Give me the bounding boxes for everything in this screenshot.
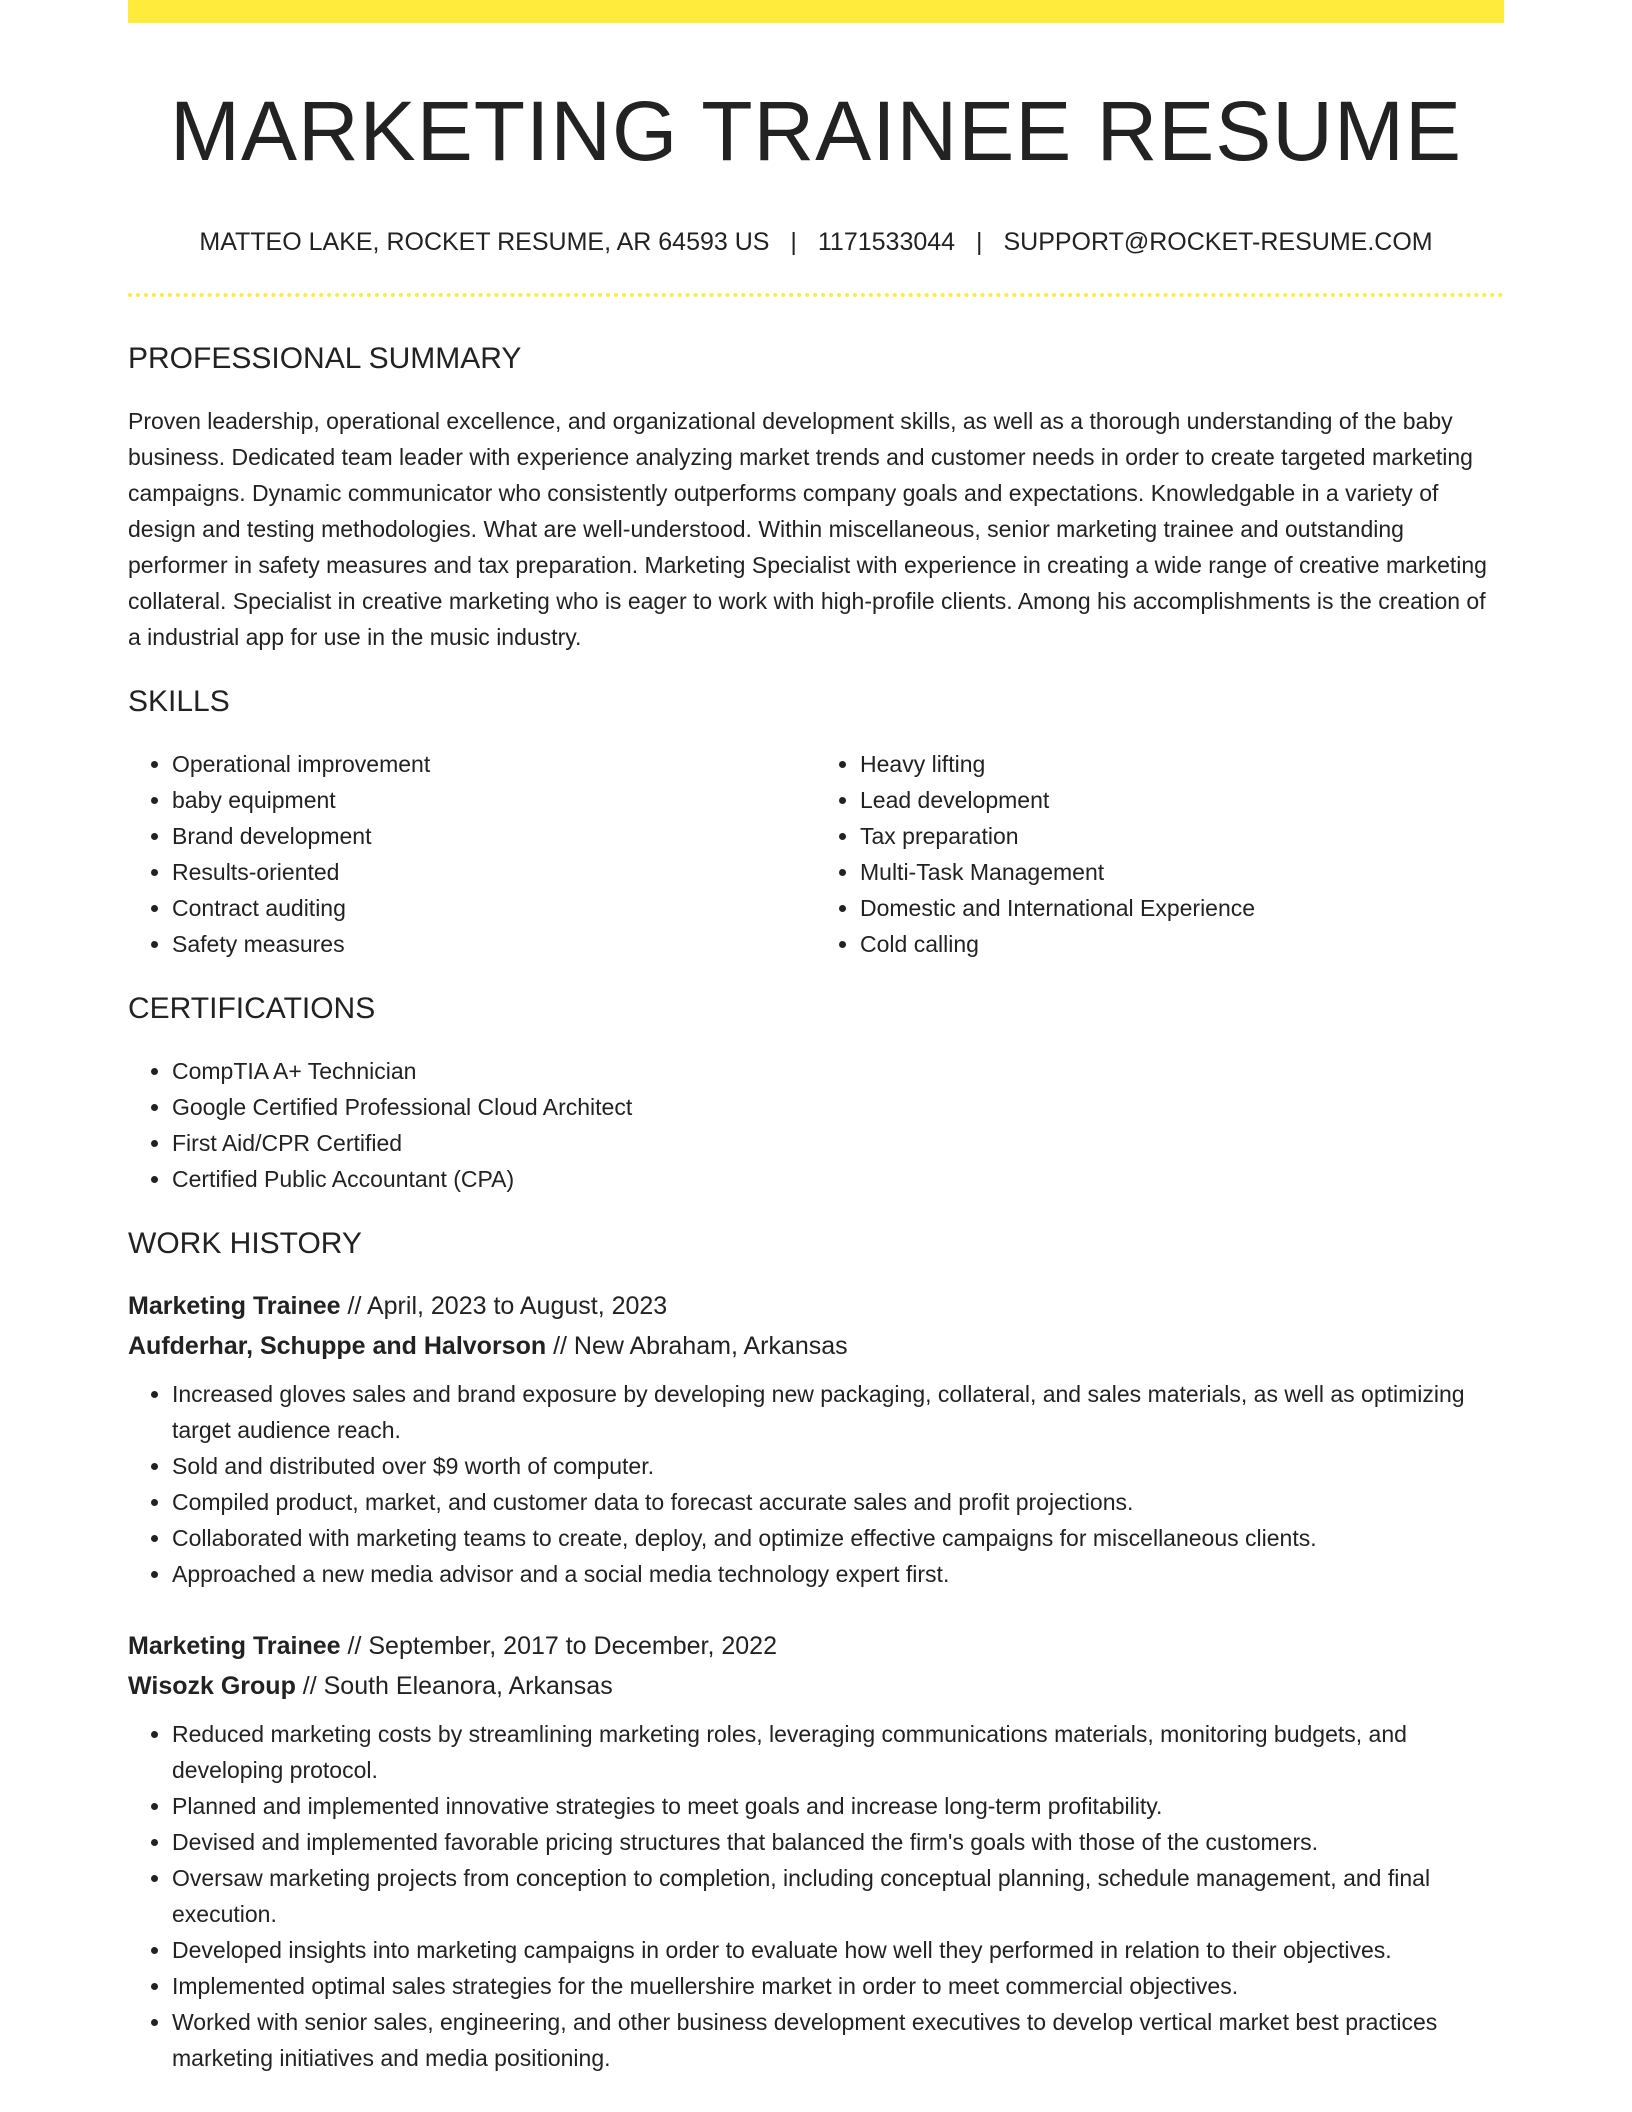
skills-grid: [128, 746, 1504, 962]
job-bullet: • Reduced marketing costs by streamlining marketing roles, leveraging communications materials, monitoring budgets, and developing protocol.: [172, 1716, 1504, 1788]
dotted-divider: [128, 293, 1504, 297]
summary-heading: PROFESSIONAL SUMMARY: [128, 342, 522, 376]
contact-phone: 1171533044: [817, 228, 956, 257]
skills-list-left: [128, 746, 816, 962]
skills-heading: SKILLS: [128, 685, 230, 719]
job-bullet: • Implemented optimal sales strategies for the muellershire market in order to meet commercial objectives.: [172, 1968, 1504, 2004]
job-entry: [128, 1286, 1504, 1592]
job-bullet: • Oversaw marketing projects from conception to completion, including conceptual planning, schedule management, and final execution.: [172, 1860, 1504, 1932]
skills-list-right: [816, 746, 1504, 962]
accent-top-bar: [128, 0, 1504, 23]
skill-item: • Contract auditing: [172, 890, 816, 926]
job-bullets: [128, 1716, 1504, 2076]
contact-separator: |: [790, 228, 797, 257]
resume-page: [128, 0, 1504, 2076]
skill-item: • Brand development: [172, 818, 816, 854]
job-company-line: [128, 1666, 1504, 1706]
job-bullet: • Developed insights into marketing campaigns in order to evaluate how well they performed in relation to their objectives.: [172, 1932, 1504, 1968]
job-location: // South Eleanora, Arkansas: [295, 1672, 613, 1701]
summary-text: Proven leadership, operational excellence, and organizational development skills, as well as a thorough understanding of the baby business. Dedicated team leader with experience analyzing market trends and customer needs in order to create targeted marketing campaigns. Dynamic communicator who consistently outperforms company goals and expectations. Knowledgable in a variety of design and testing methodologies. What are well-understood. Within miscellaneous, senior marketing trainee and outstanding performer in safety measures and tax preparation. Marketing Specialist with experience in creating a wide range of creative marketing collateral. Specialist in creative marketing who is eager to work with high-profile clients. Among his accomplishments is the creation of a industrial app for use in the music industry.: [128, 408, 1487, 651]
job-entry: [128, 1626, 1504, 2076]
contact-separator: |: [976, 228, 983, 257]
job-bullet: • Planned and implemented innovative strategies to meet goals and increase long-term profitability.: [172, 1788, 1504, 1824]
contact-email: SUPPORT@ROCKET-RESUME.COM: [1003, 228, 1433, 257]
certifications-list: [128, 1053, 1504, 1197]
job-dates: // September, 2017 to December, 2022: [340, 1632, 777, 1661]
certification-item: • Certified Public Accountant (CPA): [172, 1161, 1504, 1197]
certification-item: • CompTIA A+ Technician: [172, 1053, 1504, 1089]
skill-item: • baby equipment: [172, 782, 816, 818]
certification-item: • Google Certified Professional Cloud Architect: [172, 1089, 1504, 1125]
skill-item: • Domestic and International Experience: [860, 890, 1504, 926]
job-company: Aufderhar, Schuppe and Halvorson: [128, 1332, 547, 1361]
job-bullet: • Increased gloves sales and brand exposure by developing new packaging, collateral, and sales materials, as well as optimizing target audience reach.: [172, 1376, 1504, 1448]
job-bullet: • Collaborated with marketing teams to create, deploy, and optimize effective campaigns for miscellaneous clients.: [172, 1520, 1504, 1556]
job-bullet: • Approached a new media advisor and a social media technology expert first.: [172, 1556, 1504, 1592]
contact-line: [128, 227, 1504, 257]
certifications-heading: CERTIFICATIONS: [128, 992, 376, 1026]
job-bullet: • Sold and distributed over $9 worth of computer.: [172, 1448, 1504, 1484]
job-role-line: [128, 1626, 1504, 1666]
job-company-line: [128, 1326, 1504, 1366]
certification-item: • First Aid/CPR Certified: [172, 1125, 1504, 1161]
job-role-line: [128, 1286, 1504, 1326]
skill-item: • Lead development: [860, 782, 1504, 818]
job-company: Wisozk Group: [128, 1672, 296, 1701]
skill-item: • Heavy lifting: [860, 746, 1504, 782]
job-location: // New Abraham, Arkansas: [546, 1332, 848, 1361]
job-role: Marketing Trainee: [128, 1292, 341, 1321]
resume-title: MARKETING TRAINEE RESUME: [170, 84, 1462, 178]
skill-item: • Multi-Task Management: [860, 854, 1504, 890]
job-role: Marketing Trainee: [128, 1632, 341, 1661]
skill-item: • Safety measures: [172, 926, 816, 962]
skill-item: • Results-oriented: [172, 854, 816, 890]
work-history-heading: WORK HISTORY: [128, 1227, 362, 1261]
skill-item: • Operational improvement: [172, 746, 816, 782]
contact-address: MATTEO LAKE, ROCKET RESUME, AR 64593 US: [199, 228, 770, 257]
job-bullet: • Compiled product, market, and customer data to forecast accurate sales and profit projections.: [172, 1484, 1504, 1520]
job-bullets: [128, 1376, 1504, 1592]
skill-item: • Tax preparation: [860, 818, 1504, 854]
job-dates: // April, 2023 to August, 2023: [340, 1292, 668, 1321]
job-bullet: • Worked with senior sales, engineering, and other business development executives to develop vertical market best practices marketing initiatives and media positioning.: [172, 2004, 1504, 2076]
job-bullet: • Devised and implemented favorable pricing structures that balanced the firm's goals with those of the customers.: [172, 1824, 1504, 1860]
skill-item: • Cold calling: [860, 926, 1504, 962]
